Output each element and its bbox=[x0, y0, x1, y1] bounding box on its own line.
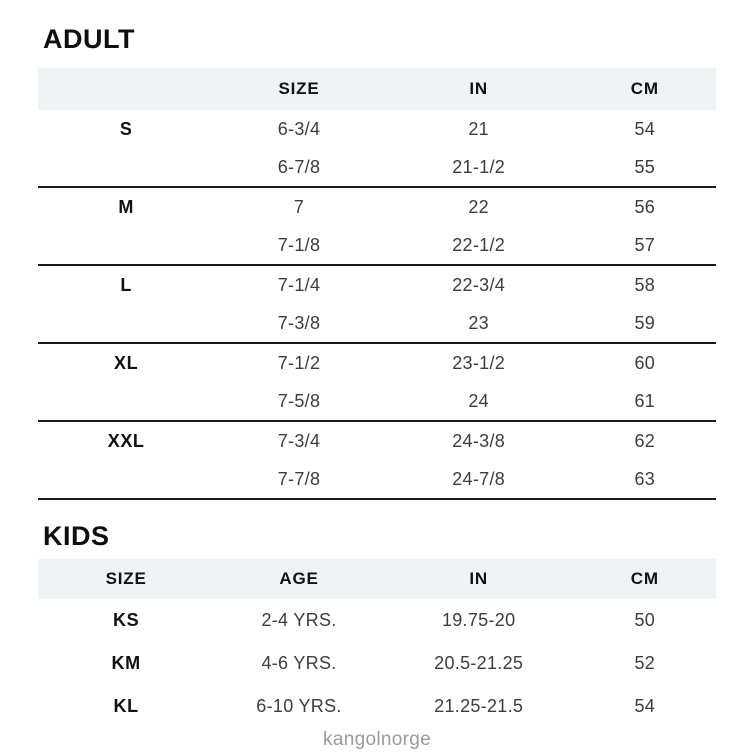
kids-size-table bbox=[38, 559, 716, 728]
cm-value: 54 bbox=[634, 696, 656, 716]
inches-value: 23-1/2 bbox=[452, 352, 506, 373]
adult-size-group-xxl bbox=[38, 422, 716, 500]
cm-value: 59 bbox=[634, 312, 656, 333]
cm-value: 54 bbox=[634, 118, 656, 139]
cm-value: 50 bbox=[634, 610, 656, 630]
table-row bbox=[38, 110, 716, 148]
kids-header-in: IN bbox=[469, 569, 488, 588]
hat-size-value: 7-3/8 bbox=[277, 312, 321, 333]
size-label: KL bbox=[113, 696, 139, 716]
kids-header-age: AGE bbox=[279, 569, 319, 588]
adult-section-title: ADULT bbox=[43, 24, 135, 54]
age-value: 6-10 YRS. bbox=[256, 696, 342, 716]
age-value: 4-6 YRS. bbox=[261, 653, 337, 673]
hat-size-value: 7-7/8 bbox=[277, 468, 321, 489]
adult-size-group-xl bbox=[38, 344, 716, 422]
inches-value: 22 bbox=[468, 196, 489, 217]
hat-size-value: 7 bbox=[293, 196, 305, 217]
size-label: XL bbox=[114, 352, 139, 373]
table-row bbox=[38, 266, 716, 304]
hat-size-value: 7-1/8 bbox=[277, 234, 321, 255]
kids-section-title: KIDS bbox=[43, 521, 110, 551]
site-watermark: kangolnorge bbox=[323, 729, 431, 750]
size-label: M bbox=[118, 196, 134, 217]
cm-value: 60 bbox=[634, 352, 656, 373]
inches-value: 24-3/8 bbox=[452, 430, 506, 451]
inches-value: 21-1/2 bbox=[452, 156, 506, 177]
inches-value: 22-1/2 bbox=[452, 234, 506, 255]
size-label: KS bbox=[113, 610, 140, 630]
table-row bbox=[38, 188, 716, 226]
hat-size-value: 7-1/2 bbox=[277, 352, 321, 373]
table-row bbox=[38, 344, 716, 382]
size-label: S bbox=[119, 118, 133, 139]
size-label: XXL bbox=[107, 430, 145, 451]
cm-value: 62 bbox=[634, 430, 656, 451]
table-row bbox=[38, 304, 716, 342]
hat-size-value: 7-3/4 bbox=[277, 430, 321, 451]
inches-value: 20.5-21.25 bbox=[434, 653, 524, 673]
adult-size-group-m bbox=[38, 188, 716, 266]
adult-size-group-s bbox=[38, 110, 716, 188]
hat-size-value: 7-1/4 bbox=[277, 274, 321, 295]
inches-value: 21 bbox=[468, 118, 489, 139]
size-label: L bbox=[120, 274, 132, 295]
cm-value: 52 bbox=[634, 653, 656, 673]
table-row bbox=[38, 599, 716, 642]
table-row bbox=[38, 642, 716, 685]
cm-value: 55 bbox=[634, 156, 656, 177]
cm-value: 63 bbox=[634, 468, 656, 489]
adult-table-header-row bbox=[38, 68, 716, 110]
table-row bbox=[38, 685, 716, 728]
inches-value: 24-7/8 bbox=[452, 468, 506, 489]
cm-value: 56 bbox=[634, 196, 656, 217]
inches-value: 24 bbox=[468, 390, 489, 411]
table-row bbox=[38, 460, 716, 498]
kids-header-cm: CM bbox=[630, 569, 659, 588]
kids-header-size: SIZE bbox=[105, 569, 147, 588]
cm-value: 57 bbox=[634, 234, 656, 255]
inches-value: 23 bbox=[468, 312, 489, 333]
adult-size-group-l bbox=[38, 266, 716, 344]
adult-size-table bbox=[38, 68, 716, 500]
age-value: 2-4 YRS. bbox=[261, 610, 337, 630]
adult-header-size: SIZE bbox=[278, 79, 320, 98]
adult-header-in: IN bbox=[469, 79, 488, 98]
table-row bbox=[38, 148, 716, 186]
table-row bbox=[38, 226, 716, 264]
size-label: KM bbox=[111, 653, 141, 673]
cm-value: 58 bbox=[634, 274, 656, 295]
hat-size-value: 7-5/8 bbox=[277, 390, 321, 411]
table-row bbox=[38, 422, 716, 460]
inches-value: 21.25-21.5 bbox=[434, 696, 524, 716]
table-row bbox=[38, 382, 716, 420]
cm-value: 61 bbox=[634, 390, 656, 411]
adult-header-cm: CM bbox=[630, 79, 659, 98]
hat-size-value: 6-7/8 bbox=[277, 156, 321, 177]
inches-value: 19.75-20 bbox=[441, 610, 516, 630]
hat-size-value: 6-3/4 bbox=[277, 118, 321, 139]
inches-value: 22-3/4 bbox=[452, 274, 506, 295]
kids-table-header-row bbox=[38, 559, 716, 599]
